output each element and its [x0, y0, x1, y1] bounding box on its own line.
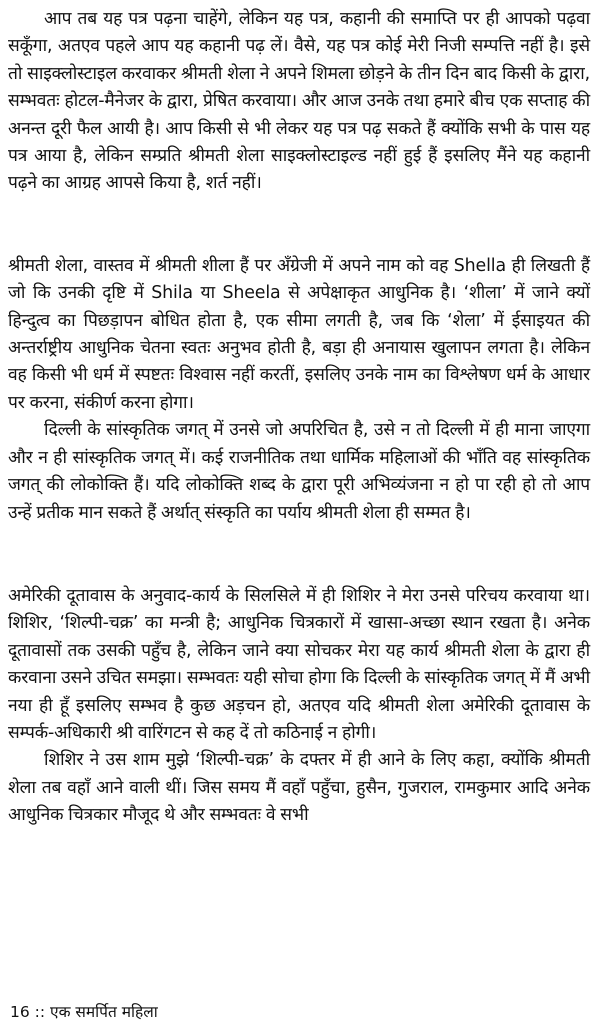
paragraph-3: दिल्ली के सांस्कृतिक जगत् में उनसे जो अपरिचित है, उसे न तो दिल्ली में ही माना जाएगा और न ही सांस्कृतिक जगत् में। कई राजनीतिक तथा धार्मिक महिलाओं की भाँति वह सांस्कृतिक जगत् की लोकोक्ति हैं। यदि लोकोक्ति शब्द के द्वारा पूरी अभिव्यंजना न हो पा रही हो तो आप उन्हें प्रतीक मान सकते हैं अर्थात् संस्कृति का पर्याय श्रीमती शेला ही सम्मत है। — [8, 420, 590, 523]
paragraph-4: अमेरिकी दूतावास के अनुवाद-कार्य के सिलसिले में ही शिशिर ने मेरा उनसे परिचय करवाया था। शिशिर, ‘शिल्पी-चक्र’ का मन्त्री है; आधुनिक चित्रकारों में खासा-अच्छा स्थान रखता है। अनेक दूतावासों तक उसकी पहुँच है, लेकिन जाने क्या सोचकर मेरा यह कार्य श्रीमती शेला के द्वारा ही करवाना उसने उचित समझा। सम्भवतः यही सोचा होगा कि दिल्ली के सांस्कृतिक जगत् में मैं अभी नया ही हूँ इसलिए सम्भव है कुछ अड़चन हो, अतएव यदि श्रीमती शेला अमेरिकी दूतावास के सम्पर्क-अधिकारी श्री वारिंगटन से कह दें तो कठिनाई न होगी। — [8, 585, 590, 743]
section-gap — [8, 198, 590, 253]
paragraph-5: शिशिर ने उस शाम मुझे ‘शिल्पी-चक्र’ के दफ्तर में ही आने के लिए कहा, क्योंकि श्रीमती शेला तब वहाँ आने वाली थीं। जिस समय मैं वहाँ पहुँचा, हुसैन, गुजराल, रामकुमार आदि अनेक आधुनिक चित्रकार मौजूद थे और सम्भवतः वे सभी — [8, 750, 590, 826]
section-gap — [8, 527, 590, 583]
paragraph-2: श्रीमती शेला, वास्तव में श्रीमती शीला हैं पर अँग्रेजी में अपने नाम को वह Shella ही लिखती हैं जो कि उनकी दृष्टि में Shila या Sheela से अपेक्षाकृत आधुनिक है। ‘शीला’ में जाने क्यों हिन्दुत्व का पिछड़ापन बोधित होता है, एक सीमा लगती है, जब कि ‘शेला’ में ईसाइयत की अन्तर्राष्ट्रीय आधुनिक चेतना स्वतः अनुभव होती है, बड़ा ही अनायास खुलापन लगता है। लेकिन वह किसी भी धर्म में स्पष्टतः विश्वास नहीं करतीं, इसलिए उनके नाम का विश्लेषण धर्म के आधार पर करना, संकीर्ण करना होगा। — [8, 255, 590, 413]
paragraph-1: आप तब यह पत्र पढ़ना चाहेंगे, लेकिन यह पत्र, कहानी की समाप्ति पर ही आपको पढ़वा सकूँगा, अतएव पहले आप यह कहानी पढ़ लें। वैसे, यह पत्र कोई मेरी निजी सम्पत्ति नहीं है। इसे तो साइक्लोस्टाइल करवाकर श्रीमती शेला ने अपने शिमला छोड़ने के तीन दिन बाद किसी के द्वारा, सम्भवतः होटल-मैनेजर के द्वारा, प्रेषित करवाया। और आज उनके तथा हमारे बीच एक सप्ताह की अनन्त दूरी फैल आयी है। आप किसी से भी लेकर यह पत्र पढ़ सकते हैं क्योंकि सभी के पास यह पत्र आया है, लेकिन सम्प्रति श्रीमती शेला साइक्लोस्टाइल्ड नहीं हुई हैं इसलिए मैंने यह कहानी पढ़ने का आग्रह आपसे किया है, शर्त नहीं। — [8, 9, 590, 194]
page-footer: 16 :: एक समर्पित महिला — [10, 1003, 158, 1021]
